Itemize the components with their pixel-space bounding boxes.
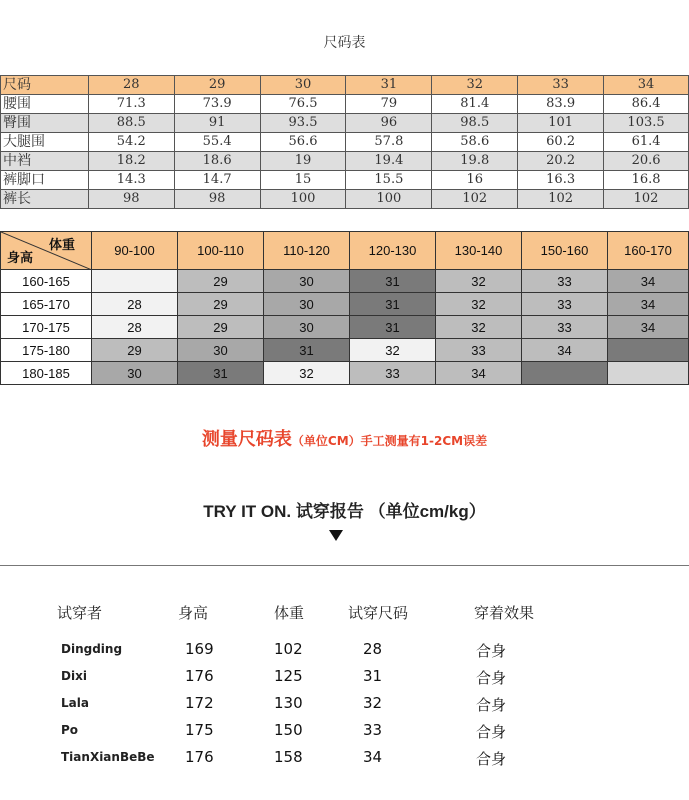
size-cell: 19 [260,152,346,171]
recommended-size-cell: 32 [264,362,350,385]
recommended-size-cell: 33 [522,270,608,293]
try-on-cell: 32 [363,694,383,712]
recommended-size-cell: 30 [264,270,350,293]
size-cell: 71.3 [88,95,174,114]
weight-range-header: 90-100 [92,232,178,270]
try-on-cell: 176 [185,748,214,766]
try-on-cell: 合身 [476,696,507,714]
size-cell: 101 [518,114,604,133]
try-on-cell: 102 [274,640,303,658]
size-cell: 102 [518,190,604,209]
try-on-row [0,694,689,718]
try-on-title: TRY IT ON. 试穿报告 （单位cm/kg） [203,502,486,521]
size-cell: 33 [518,76,604,95]
try-on-header-cell: 穿着效果 [474,604,535,622]
size-cell: 57.8 [346,133,432,152]
size-row [1,95,689,114]
tester-name: Lala [61,696,89,710]
size-cell: 91 [174,114,260,133]
recommended-size-cell: 33 [350,362,436,385]
recommended-size-cell [92,270,178,293]
size-cell: 98 [174,190,260,209]
size-row-label: 臀围 [1,114,89,133]
recommended-size-cell: 28 [92,316,178,339]
try-on-header-cell: 体重 [274,604,305,622]
try-on-cell: 175 [185,721,214,739]
hw-row [1,293,689,316]
recommended-size-cell: 30 [264,293,350,316]
size-cell: 28 [88,76,174,95]
size-cell: 20.6 [604,152,689,171]
recommended-size-cell: 31 [178,362,264,385]
hw-row [1,339,689,362]
size-row-label: 大腿围 [1,133,89,152]
try-on-header-cell: 身高 [178,604,209,622]
size-cell: 61.4 [604,133,689,152]
recommended-size-cell: 31 [350,316,436,339]
try-on-cell: 28 [363,640,383,658]
tester-name: TianXianBeBe [61,750,155,764]
size-cell: 32 [432,76,518,95]
height-weight-table [0,231,689,385]
recommended-size-cell: 34 [608,293,689,316]
size-cell: 54.2 [88,133,174,152]
hw-row [1,362,689,385]
note-sub: （单位CM）手工测量有1-2CM误差 [291,434,488,448]
try-on-cell: 169 [185,640,214,658]
size-cell: 14.7 [174,171,260,190]
try-on-cell: 31 [363,667,383,685]
size-cell: 60.2 [518,133,604,152]
tester-name: Dixi [61,669,87,683]
size-cell: 56.6 [260,133,346,152]
size-cell: 103.5 [604,114,689,133]
recommended-size-cell: 34 [436,362,522,385]
weight-range-header: 150-160 [522,232,608,270]
try-on-cell: 33 [363,721,383,739]
down-arrow-icon [329,530,343,541]
try-on-cell: 176 [185,667,214,685]
recommended-size-cell: 32 [436,293,522,316]
size-row-label: 裤长 [1,190,89,209]
divider [0,565,689,566]
weight-range-header: 110-120 [264,232,350,270]
size-cell: 16.3 [518,171,604,190]
size-cell: 100 [260,190,346,209]
size-cell: 55.4 [174,133,260,152]
size-chart-table [0,75,689,209]
hw-row [1,270,689,293]
size-cell: 18.2 [88,152,174,171]
recommended-size-cell: 29 [178,293,264,316]
size-cell: 100 [346,190,432,209]
size-cell: 29 [174,76,260,95]
recommended-size-cell: 33 [522,316,608,339]
recommended-size-cell [608,362,689,385]
recommended-size-cell: 33 [522,293,608,316]
size-row-label: 尺码 [1,76,89,95]
size-cell: 83.9 [518,95,604,114]
size-row-label: 腰围 [1,95,89,114]
recommended-size-cell: 31 [350,293,436,316]
size-cell: 18.6 [174,152,260,171]
hw-row [1,316,689,339]
size-row [1,133,689,152]
recommended-size-cell [608,339,689,362]
try-on-row [0,640,689,664]
try-on-cell: 150 [274,721,303,739]
size-cell: 73.9 [174,95,260,114]
recommended-size-cell [522,362,608,385]
size-row [1,76,689,95]
try-on-cell: 125 [274,667,303,685]
weight-range-header: 120-130 [350,232,436,270]
recommended-size-cell: 32 [436,270,522,293]
try-on-header-row [0,602,689,626]
try-on-cell: 合身 [476,669,507,687]
recommended-size-cell: 32 [350,339,436,362]
try-on-cell: 合身 [476,723,507,741]
tester-name: Po [61,723,79,737]
height-range-label: 170-175 [1,316,92,339]
size-cell: 16.8 [604,171,689,190]
tester-name: Dingding [61,642,123,656]
try-on-header-cell: 试穿者 [57,604,103,622]
weight-range-header: 160-170 [608,232,689,270]
try-on-cell: 合身 [476,642,507,660]
height-range-label: 180-185 [1,362,92,385]
size-cell: 30 [260,76,346,95]
weight-range-header: 130-140 [436,232,522,270]
size-cell: 34 [604,76,689,95]
try-on-cell: 172 [185,694,214,712]
size-cell: 31 [346,76,432,95]
size-row-label: 裤脚口 [1,171,89,190]
size-cell: 16 [432,171,518,190]
note-main: 测量尺码表 [201,429,292,450]
size-cell: 58.6 [432,133,518,152]
measurement-note [0,425,689,451]
corner-weight-label: 体重 [48,237,75,252]
weight-range-header: 100-110 [178,232,264,270]
recommended-size-cell: 31 [264,339,350,362]
page-title: 尺码表 [323,35,366,51]
size-cell: 19.4 [346,152,432,171]
try-on-cell: 130 [274,694,303,712]
recommended-size-cell: 33 [436,339,522,362]
recommended-size-cell: 29 [178,270,264,293]
size-cell: 81.4 [432,95,518,114]
corner-cell [1,232,92,270]
recommended-size-cell: 34 [608,316,689,339]
size-row-label: 中裆 [1,152,89,171]
recommended-size-cell: 30 [178,339,264,362]
height-range-label: 165-170 [1,293,92,316]
size-cell: 86.4 [604,95,689,114]
size-cell: 96 [346,114,432,133]
size-cell: 79 [346,95,432,114]
height-range-label: 175-180 [1,339,92,362]
size-cell: 102 [432,190,518,209]
hw-header-row [1,232,689,270]
size-cell: 76.5 [260,95,346,114]
try-on-cell: 34 [363,748,383,766]
try-on-row [0,667,689,691]
size-cell: 19.8 [432,152,518,171]
recommended-size-cell: 30 [92,362,178,385]
size-cell: 98 [88,190,174,209]
recommended-size-cell: 29 [92,339,178,362]
recommended-size-cell: 28 [92,293,178,316]
height-range-label: 160-165 [1,270,92,293]
size-cell: 102 [604,190,689,209]
recommended-size-cell: 32 [436,316,522,339]
recommended-size-cell: 34 [608,270,689,293]
size-cell: 93.5 [260,114,346,133]
recommended-size-cell: 29 [178,316,264,339]
size-row [1,171,689,190]
size-row [1,152,689,171]
size-cell: 98.5 [432,114,518,133]
size-cell: 15.5 [346,171,432,190]
size-cell: 88.5 [88,114,174,133]
size-row [1,114,689,133]
size-row [1,190,689,209]
size-cell: 20.2 [518,152,604,171]
try-on-row [0,721,689,745]
corner-height-label: 身高 [7,250,34,265]
recommended-size-cell: 30 [264,316,350,339]
size-cell: 14.3 [88,171,174,190]
try-on-cell: 158 [274,748,303,766]
try-on-row [0,748,689,772]
try-on-header-cell: 试穿尺码 [348,604,409,622]
size-cell: 15 [260,171,346,190]
recommended-size-cell: 31 [350,270,436,293]
try-on-cell: 合身 [476,750,507,768]
recommended-size-cell: 34 [522,339,608,362]
